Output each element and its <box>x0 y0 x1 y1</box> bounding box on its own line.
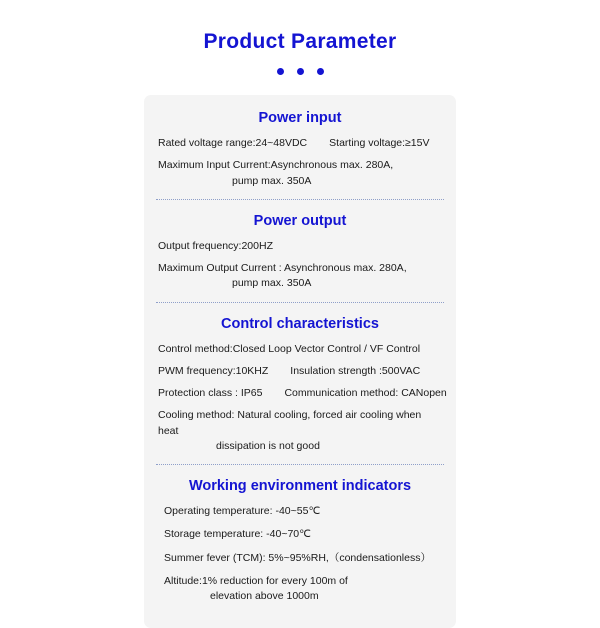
spec-row <box>164 504 442 519</box>
spec-value: Summer fever (TCM): 5%~95%RH,（condensationless） <box>164 551 431 564</box>
spec-value: Starting voltage:≥15V <box>329 137 430 150</box>
spec-row <box>158 136 442 151</box>
spec-row <box>158 364 442 379</box>
spec-value: Control method:Closed Loop Vector Control / VF Control <box>158 342 421 355</box>
spec-value: Insulation strength :500VAC <box>290 364 421 377</box>
section-power-input <box>156 109 444 189</box>
carousel-dot[interactable] <box>317 68 324 75</box>
spec-value: Communication method: CANopen <box>284 387 447 400</box>
spec-value: Altitude:1% reduction for every 100m of <box>164 574 348 587</box>
carousel-dot[interactable] <box>277 68 284 75</box>
spec-row <box>158 239 442 254</box>
spec-value: Protection class : IP65 <box>158 387 263 400</box>
carousel-dot[interactable] <box>297 68 304 75</box>
page-title: Product Parameter <box>203 30 397 53</box>
spec-value: Storage temperature: -40~70℃ <box>164 528 311 541</box>
section-rows <box>156 136 444 189</box>
spec-value-cont: elevation above 1000m <box>210 590 319 602</box>
spec-value: Operating temperature: -40~55℃ <box>164 505 321 518</box>
section-working-environment <box>156 464 444 604</box>
spec-row <box>158 386 447 401</box>
spec-row <box>164 551 442 566</box>
section-rows <box>156 239 444 292</box>
section-title: Control characteristics <box>221 315 379 332</box>
spec-row <box>158 342 442 357</box>
spec-value-cont: pump max. 350A <box>232 174 312 187</box>
spec-row <box>158 261 442 291</box>
spec-value: PWM frequency:10KHZ <box>158 364 269 377</box>
section-rows <box>156 342 447 454</box>
spec-value: Cooling method: Natural cooling, forced air cooling when heat <box>158 409 422 437</box>
spec-row <box>158 158 442 188</box>
section-control-characteristics <box>156 302 447 454</box>
spec-row <box>158 408 442 454</box>
spec-value: Maximum Output Current : Asynchronous max. 280A, <box>158 262 407 275</box>
spec-row <box>164 527 442 542</box>
spec-card <box>144 95 456 628</box>
section-rows <box>156 504 444 604</box>
spec-value-cont: dissipation is not good <box>216 439 320 452</box>
section-power-output <box>156 199 444 292</box>
section-title: Power output <box>253 212 347 229</box>
spec-value: Maximum Input Current:Asynchronous max. 280A, <box>158 159 394 172</box>
spec-value-cont: pump max. 350A <box>232 277 312 290</box>
carousel-dots[interactable] <box>0 68 600 75</box>
section-title: Power input <box>258 110 342 126</box>
spec-value: Output frequency:200HZ <box>158 239 273 252</box>
spec-value: Rated voltage range:24~48VDC <box>158 137 308 150</box>
section-title: Working environment indicators <box>188 478 412 494</box>
